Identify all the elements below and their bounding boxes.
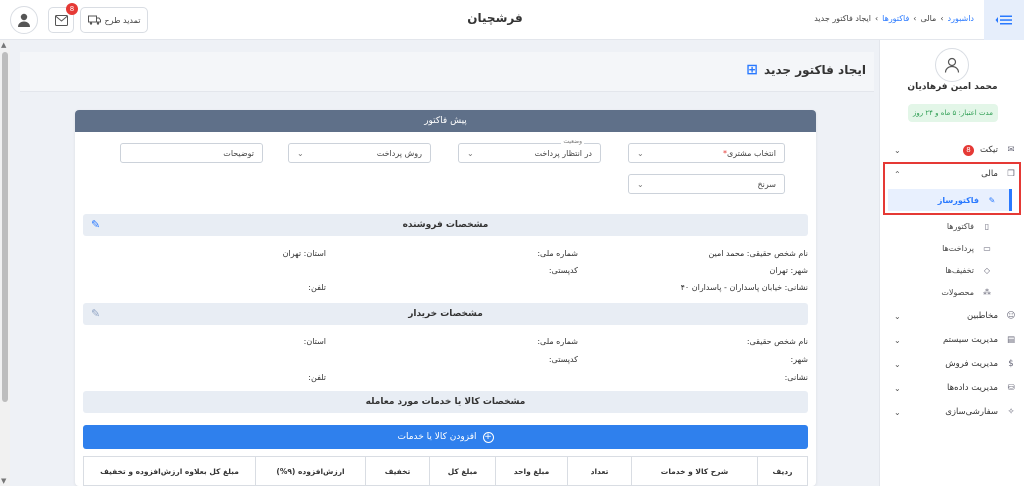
menu-toggle-button[interactable] <box>984 0 1024 40</box>
sidebar-item-label: تیکت <box>980 145 998 155</box>
database-icon: ⛁ <box>1007 383 1015 393</box>
buyer-postal-code: کدپستی: <box>548 355 578 364</box>
col-discount: تخفیف <box>365 457 429 485</box>
customer-select-label: انتخاب مشتری <box>726 148 776 158</box>
messages-badge: 8 <box>66 3 78 15</box>
seller-postal-code: کدپستی: <box>548 266 578 275</box>
cube-icon: ❒ <box>1007 169 1015 179</box>
renew-plan-label: تمدید طرح <box>104 15 141 25</box>
sidebar-item-label: مدیریت داده‌ها <box>947 383 998 393</box>
chevron-down-icon: ⌄ <box>894 359 901 369</box>
goods-table-header <box>83 456 808 486</box>
page-title <box>746 62 866 78</box>
profile-button[interactable] <box>10 6 38 34</box>
chevron-down-icon: ⌄ <box>894 145 901 155</box>
col-quantity: تعداد <box>567 457 631 485</box>
col-unit-price: مبلغ واحد <box>495 457 567 485</box>
truck-icon <box>88 15 101 25</box>
sidebar-item-label: محصولات <box>941 287 974 297</box>
add-goods-label: افزودن کالا یا خدمات <box>397 432 477 442</box>
ticket-badge: 8 <box>963 145 974 156</box>
chevron-up-icon: ⌃ <box>894 169 901 179</box>
col-total: مبلغ کل <box>429 457 495 485</box>
breadcrumb-separator: › <box>940 14 944 23</box>
top-bar <box>0 0 1024 40</box>
menu-icon <box>995 15 1013 25</box>
breadcrumb <box>814 14 974 23</box>
chevron-down-icon: ⌄ <box>894 335 901 345</box>
card-header: پیش فاکتور <box>75 110 816 132</box>
chevron-down-icon: ⌄ <box>297 148 304 158</box>
sidebar-item-label: تخفیف‌ها <box>945 265 974 275</box>
scroll-thumb[interactable] <box>2 52 8 402</box>
status-select-value: در انتظار پرداخت <box>534 148 592 158</box>
mail-icon <box>55 15 68 26</box>
page-scrollbar[interactable] <box>0 40 10 486</box>
lead-select-value: سرنخ <box>757 179 776 189</box>
description-input[interactable] <box>120 143 263 163</box>
document-dollar-icon: ▯ <box>984 221 990 231</box>
scroll-up-icon[interactable]: ▲ <box>1 41 7 49</box>
dollar-icon: $ <box>1008 359 1014 369</box>
seller-national-id: شماره ملی: <box>537 249 578 258</box>
breadcrumb-dashboard[interactable]: داشبورد <box>947 14 974 23</box>
chevron-down-icon: ⌄ <box>894 311 901 321</box>
buyer-section-header <box>83 303 808 325</box>
sidebar-item-label: فاکتورها <box>946 221 974 231</box>
lead-select[interactable] <box>628 174 785 194</box>
buyer-phone: تلفن: <box>308 373 326 382</box>
goods-section-header <box>83 391 808 413</box>
chevron-down-icon: ⌄ <box>637 148 644 158</box>
customer-select-value <box>723 149 776 158</box>
breadcrumb-invoices[interactable]: فاکتورها <box>882 14 910 23</box>
sidebar-item-customization[interactable] <box>888 402 1018 422</box>
add-goods-button[interactable] <box>83 425 808 449</box>
breadcrumb-finance[interactable]: مالی <box>920 14 937 23</box>
sidebar-item-finance[interactable] <box>888 164 1018 184</box>
sidebar-item-data-management[interactable] <box>888 378 1018 398</box>
sidebar-item-label: مدیریت سیستم <box>943 335 998 345</box>
buyer-national-id: شماره ملی: <box>537 337 578 346</box>
chevron-down-icon: ⌄ <box>894 383 901 393</box>
col-vat: ارزش‌افزوده (۹%) <box>255 457 365 485</box>
seller-address: نشانی: خیابان پاسداران - پاسداران ۴۰ <box>680 283 808 292</box>
user-icon <box>943 56 961 74</box>
status-select[interactable] <box>458 138 601 163</box>
chevron-down-icon: ⌄ <box>467 148 474 158</box>
sidebar-item-discounts[interactable] <box>888 260 998 280</box>
seller-section-header <box>83 214 808 236</box>
col-grand-total: مبلغ کل بعلاوه ارزش‌افزوده و تخفیف <box>100 466 239 476</box>
page-title-text: ایجاد فاکتور جدید <box>764 63 866 77</box>
sidebar <box>879 40 1024 486</box>
sidebar-item-label: فاکتورساز <box>937 195 979 205</box>
buyer-section-title: مشخصات خریدار <box>408 309 483 319</box>
app-title: فرشچیان <box>467 11 523 25</box>
col-row: ردیف <box>757 457 807 485</box>
breadcrumb-current: ایجاد فاکتور جدید <box>814 14 871 23</box>
chevron-down-icon: ⌄ <box>894 407 901 417</box>
tag-icon: ◇ <box>983 265 991 275</box>
required-marker: * <box>722 148 727 158</box>
sidebar-item-label: مالی <box>981 169 998 179</box>
plus-circle-icon: + <box>484 431 492 442</box>
seller-province: استان: تهران <box>282 249 326 258</box>
messages-button[interactable] <box>48 7 74 33</box>
scroll-down-icon[interactable]: ▼ <box>1 477 7 485</box>
payment-method-value: روش پرداخت <box>376 148 422 158</box>
sidebar-item-payments[interactable] <box>888 238 998 258</box>
invoice-card <box>75 110 816 486</box>
sidebar-item-system-management[interactable] <box>888 330 1018 350</box>
wallet-icon: ▭ <box>983 243 991 253</box>
edit-seller-icon[interactable]: ✎ <box>91 218 101 231</box>
contacts-icon: ☺ <box>1006 311 1016 321</box>
edit-buyer-icon[interactable]: ✎ <box>91 307 101 320</box>
seller-section-title: مشخصات فروشنده <box>402 220 489 230</box>
buyer-address: نشانی: <box>784 373 808 382</box>
boxes-icon: ⁂ <box>983 287 991 297</box>
goods-section-title: مشخصات کالا یا خدمات مورد معامله <box>365 397 526 407</box>
sidebar-item-label: مخاطبین <box>967 311 998 321</box>
description-placeholder: توضیحات <box>223 148 254 158</box>
magic-wand-icon: ✧ <box>1007 407 1015 417</box>
new-invoice-icon: ⊞ <box>746 62 759 78</box>
sidebar-item-label: مدیریت فروش <box>945 359 998 369</box>
invoice-edit-icon: ✎ <box>988 195 996 205</box>
breadcrumb-separator: › <box>874 14 879 23</box>
col-description: شرح کالا و خدمات <box>631 457 757 485</box>
status-float-label: وضعیت <box>563 138 582 145</box>
seller-phone: تلفن: <box>308 283 326 292</box>
sidebar-item-ticket[interactable] <box>888 140 1018 160</box>
sidebar-item-invoices[interactable] <box>888 216 998 236</box>
sidebar-item-contacts[interactable] <box>888 306 1018 326</box>
buyer-province: استان: <box>303 337 326 346</box>
sidebar-item-products[interactable] <box>888 282 998 302</box>
sidebar-item-label: سفارشی‌سازی <box>945 407 998 417</box>
buyer-city: شهر: <box>790 355 808 364</box>
buyer-name: نام شخص حقیقی: <box>746 337 808 346</box>
breadcrumb-separator: › <box>913 14 917 23</box>
user-avatar[interactable] <box>935 48 969 82</box>
sidebar-item-sales-management[interactable] <box>888 354 1018 374</box>
chevron-down-icon: ⌄ <box>637 179 644 189</box>
renew-plan-button[interactable] <box>80 7 148 33</box>
page-header <box>20 52 874 92</box>
table-icon: ▤ <box>1006 335 1016 345</box>
mail-icon: ✉ <box>1007 145 1015 155</box>
sidebar-item-invoice-builder[interactable] <box>888 189 1012 211</box>
payment-method-select[interactable] <box>288 143 431 163</box>
credit-badge: مدت اعتبار: ۵ ماه و ۲۴ روز <box>908 104 998 122</box>
user-avatar-icon <box>16 12 32 28</box>
seller-city: شهر: تهران <box>769 266 808 275</box>
customer-select[interactable] <box>628 143 785 163</box>
sidebar-item-label: پرداخت‌ها <box>942 243 974 253</box>
user-name: محمد امین فرهادیان <box>907 82 998 92</box>
seller-name: نام شخص حقیقی: محمد امین <box>708 249 808 258</box>
